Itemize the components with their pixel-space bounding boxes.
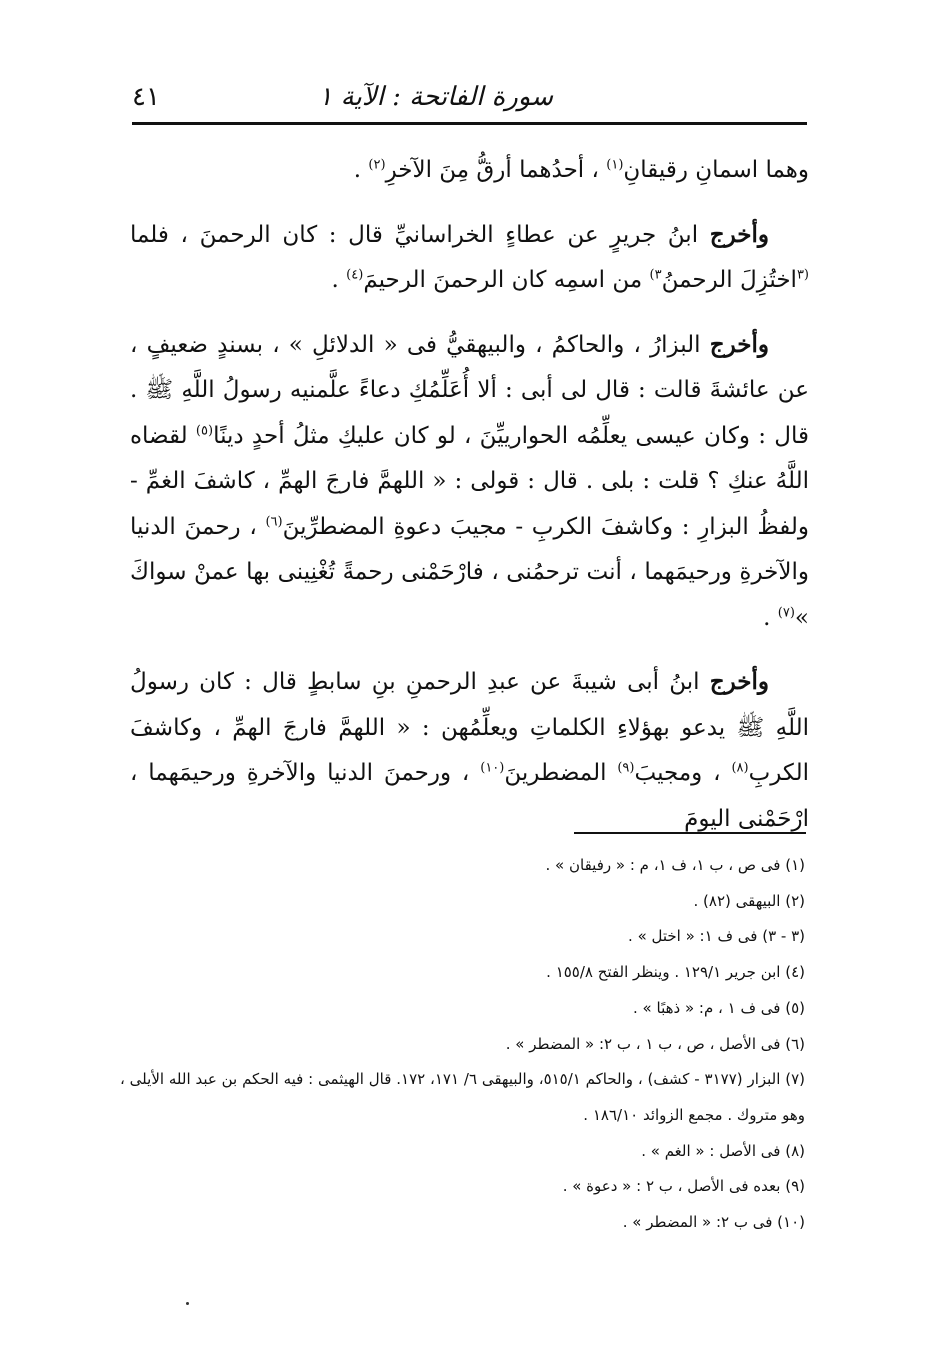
- paragraph: [130, 212, 809, 304]
- text-run: ، رحمنَ الدنيا والآخرةِ ورحيمَهما ، أنت ترحمُنى ، فارْحَمْنى رحمةً تُغْنِينى بها عمنْ سواكَ »: [130, 513, 809, 631]
- lead-word: وأخرج: [709, 330, 769, 358]
- text-run: لقضاه اللَّهُ عنكِ ؟ قلت : بلى . قال : قولى : « اللهمَّ فارجَ الهمِّ ، كاشفَ الغمِّ - ولفظُ البزارِ : وكاشفَ الكربِ - مجيبَ دعوةِ المضطرِّينَ: [130, 422, 809, 540]
- footnote-10: (١٠) فى ب ٢: « المضطر » .: [622, 1213, 805, 1232]
- lead-word: وأخرج: [709, 668, 769, 695]
- footnote-7: (٧) البزار (٣١٧٧ - كشف) ، والحاكم ٥١٥/١، والبيهقى ٦/ ١٧١، ١٧٢. قال الهيثمى : فيه الحكم بن عبد الله الأيلى ، وهو متروك . مجمع الزوائد ١٨٦/١٠ .: [120, 1070, 806, 1124]
- paragraph: [130, 659, 809, 842]
- footnote-ref: ٣): [649, 267, 662, 283]
- footnote-ref: (٢): [368, 157, 386, 173]
- footnotes: [120, 848, 805, 1241]
- footnote-ref: (٥): [195, 422, 214, 438]
- footnote-ref: (١): [606, 157, 624, 173]
- footnote-separator: [574, 832, 806, 834]
- speck: [186, 1302, 189, 1305]
- footnote-ref: (٣: [796, 267, 809, 283]
- page-number: ٤١: [132, 82, 160, 112]
- main-text: [130, 148, 809, 860]
- running-title: سورة الفاتحة : الآية ١: [318, 82, 553, 112]
- footnote-6: (٦) فى الأصل ، ص ، ب ١ ، ب ٢: « المضطر » .: [505, 1034, 805, 1053]
- text-run: ابنُ جريرٍ عن عطاءٍ الخراسانيِّ قال : كان الرحمنَ ، فلما: [130, 221, 710, 248]
- lead-word: وأخرج: [709, 220, 769, 248]
- text-run: البزارُ ، والحاكمُ ، والبيهقيُّ فى « الدلائلِ » ، بسندٍ ضعيفٍ ، عن عائشةَ قالت : قال لى أبى : ألا أُعَلِّمُكِ دعاءً علَّمنيه رسولُ اللَّهِ ﷺ . قال : وكان عيسى يعلِّمُه الحوارييِّنَ ، لو كان عليكِ مثلُ أحدٍ دينًا: [130, 331, 809, 449]
- footnote-ref: (٩): [617, 760, 635, 776]
- paragraph: [130, 148, 809, 194]
- text-run: المضطرينَ: [504, 760, 618, 786]
- running-header: [132, 76, 803, 120]
- footnote-ref: (٧): [777, 604, 795, 620]
- footnote-3: (٣ - ٣) فى ف ١: « اختل » .: [628, 927, 805, 946]
- text-run: ، ومجيبَ: [634, 760, 732, 786]
- footnote-5: (٥) فى ف ١ ، م: « ذهبًا » .: [633, 998, 805, 1017]
- text-run: وهما اسمانِ رقيقانِ: [623, 157, 809, 183]
- footnote-ref: (١٠): [480, 760, 505, 776]
- footnote-ref: (٤): [346, 267, 364, 283]
- footnote-ref: (٦): [265, 513, 283, 529]
- footnote-2: (٢) البيهقى (٨٢) .: [693, 891, 805, 910]
- text-run: .: [763, 604, 778, 631]
- text-run: من اسمِه كان الرحمنَ الرحيمَ: [363, 267, 650, 293]
- footnote-4: (٤) ابن جرير ١٢٩/١ . وينظر الفتح ١٥٥/٨ .: [546, 963, 805, 982]
- text-run: ، أحدُهما أرقُّ مِنَ الآخرِ: [385, 157, 607, 183]
- text-run: ، ورحمنَ الدنيا والآخرةِ ورحيمَهما ، ارْحَمْنى اليومَ: [130, 760, 809, 832]
- footnote-8: (٨) فى الأصل : « الغم » .: [641, 1141, 805, 1160]
- text-run: اختُزِلَ الرحمنُ: [661, 267, 797, 293]
- footnote-ref: (٨): [731, 760, 749, 776]
- text-run: .: [331, 267, 347, 293]
- header-rule: [132, 122, 807, 125]
- text-run: ابنُ أبى شيبةَ عن عبدِ الرحمنِ بنِ سابطٍ قال : كان رسولُ اللَّهِ ﷺ يدعو بهؤلاءِ الكلماتِ ويعلِّمُهن : « اللهمَّ فارجَ الهمِّ ، وكاشفَ الكربِ: [130, 669, 810, 786]
- text-run: .: [353, 157, 369, 183]
- paragraph: [130, 322, 809, 642]
- footnote-9: (٩) بعده فى الأصل ، ب ٢ : « دعوة » .: [562, 1177, 805, 1196]
- footnote-1: (١) فى ص ، ب ١، ف ١، م : « رفيقان » .: [545, 856, 805, 874]
